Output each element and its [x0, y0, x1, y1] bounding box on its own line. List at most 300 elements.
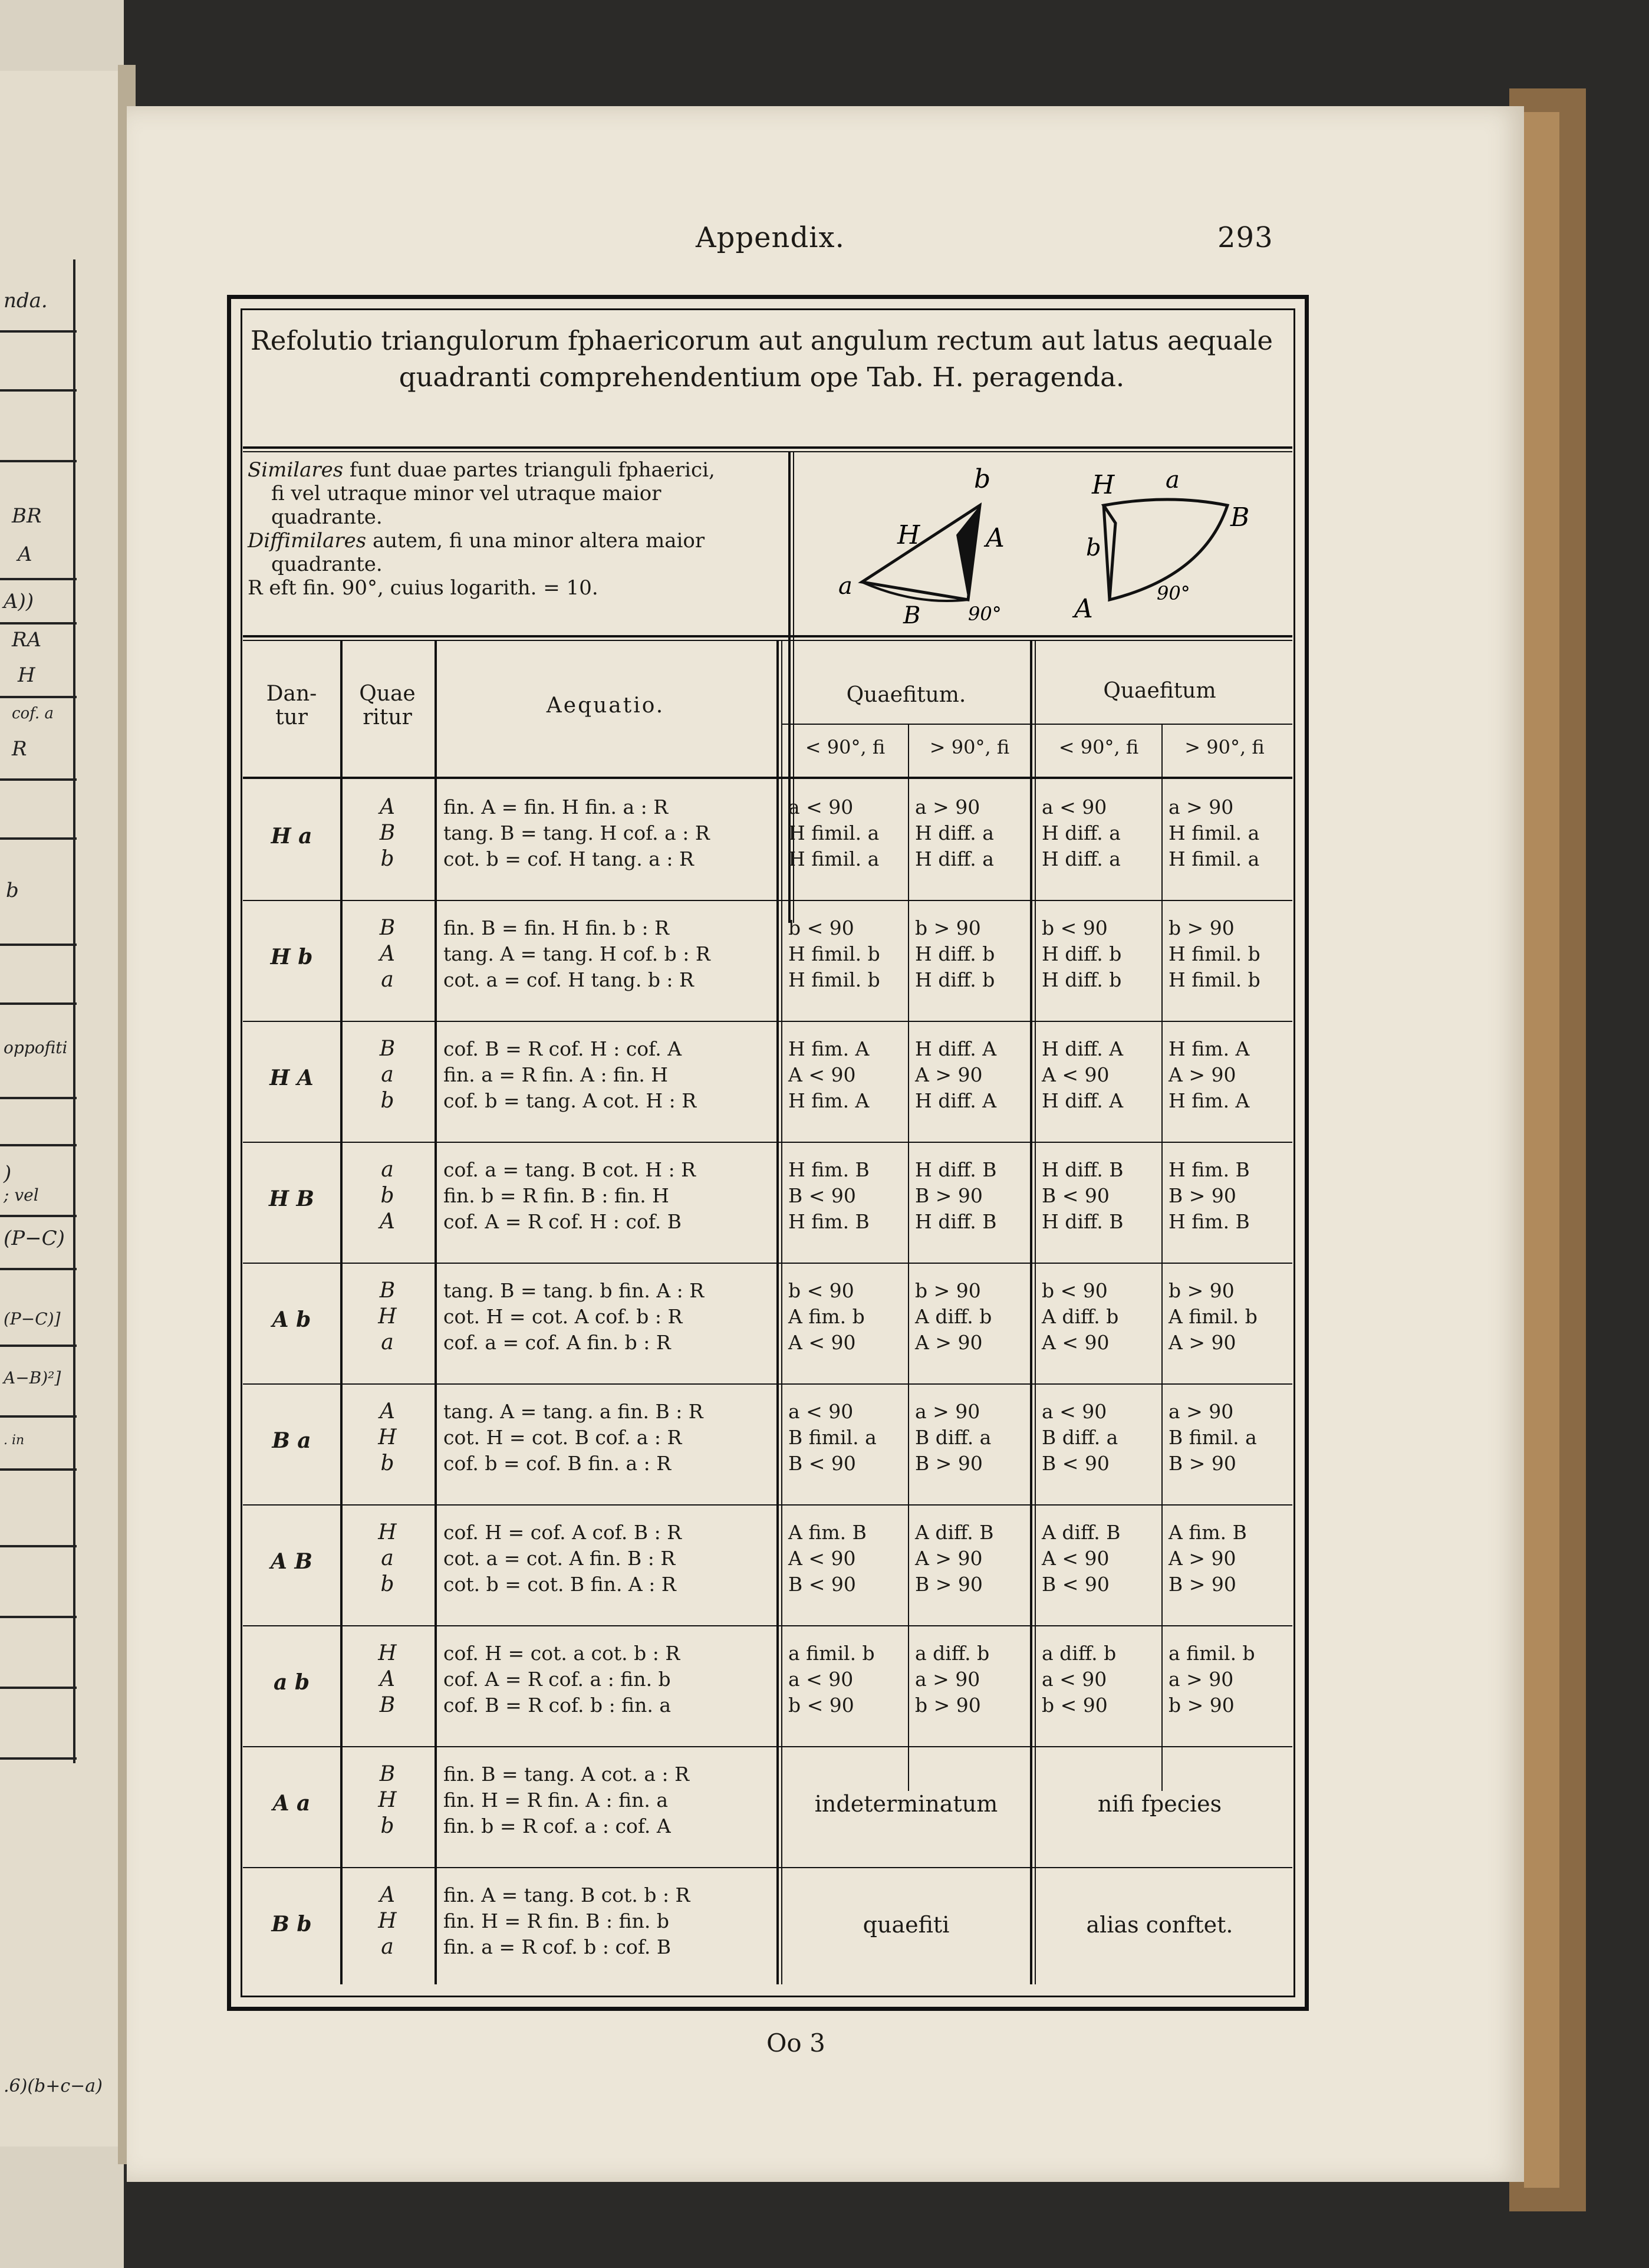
row-condition-c3: [1042, 915, 1160, 993]
condition-line: a > 90: [1169, 796, 1234, 819]
title-line-2: quadranti comprehendentium ope Tab. H. peragenda.: [399, 361, 1125, 393]
triangle-figure-2: [1051, 458, 1286, 629]
condition-line: A diff. b: [1042, 1305, 1119, 1328]
left-page-rule: [0, 622, 77, 624]
condition-line: a > 90: [915, 796, 980, 819]
condition-line: B < 90: [788, 1452, 856, 1475]
condition-line: B fimil. a: [788, 1426, 877, 1449]
row-condition-c2: [915, 1641, 1027, 1718]
row-condition-c2: [915, 1399, 1027, 1477]
condition-line: A < 90: [788, 1547, 856, 1570]
left-page-text: .6)(b+c−a): [4, 2076, 103, 2096]
condition-line: a > 90: [1169, 1400, 1234, 1423]
note-text: fi vel utraque minor vel utraque maior: [271, 482, 661, 505]
row-divider: [243, 1746, 1292, 1747]
condition-line: H diff. b: [915, 942, 995, 965]
left-page-rule: [0, 1002, 77, 1005]
equation-line: fin. H = R fin. B : fin. b: [443, 1909, 669, 1932]
condition-line: A < 90: [1042, 1331, 1110, 1354]
fig1-label-A: A: [986, 523, 1005, 553]
quaeritur-letter: B: [379, 916, 396, 940]
rule: [781, 640, 782, 1984]
condition-line: H diff. b: [1042, 968, 1122, 991]
condition-line: H diff. b: [915, 968, 995, 991]
quaeritur-letter: A: [380, 1667, 395, 1691]
header-quaeritur: [340, 682, 435, 729]
signature-mark: Oo 3: [766, 2029, 825, 2057]
condition-line: H diff. a: [1042, 847, 1121, 870]
equation-line: tang. A = tang. a fin. B : R: [443, 1400, 703, 1423]
condition-line: B < 90: [1042, 1184, 1110, 1207]
left-page-rule: [0, 1215, 77, 1217]
fig2-label-B: B: [1230, 502, 1250, 533]
condition-line: H diff. a: [1042, 821, 1121, 844]
quaeritur-letter: H: [378, 1788, 397, 1812]
left-page-text: b: [6, 879, 19, 902]
note-text: R eft fin. 90°, cuius logarith. = 10.: [248, 576, 598, 600]
subheader-gt90-2: > 90°, fi: [1184, 736, 1265, 758]
row-condition-c4: [1169, 1399, 1283, 1477]
condition-line: B > 90: [915, 1573, 983, 1596]
left-page-rule: [0, 1468, 77, 1471]
row-quaeritur: [340, 1278, 435, 1356]
note-text: funt duae partes trianguli fphaerici,: [343, 458, 715, 482]
condition-line: H fim. A: [1169, 1037, 1250, 1060]
left-page-text: ; vel: [4, 1185, 39, 1205]
fig1-label-a: a: [838, 573, 853, 600]
row-condition-c4: [1169, 1278, 1283, 1356]
quaeritur-letter: A: [380, 942, 395, 966]
quaeritur-letter: b: [380, 1572, 394, 1596]
left-page-rule: [0, 778, 77, 781]
condition-line: A > 90: [1169, 1547, 1236, 1570]
left-page-rule: [0, 460, 77, 462]
quaeritur-letter: H: [378, 1520, 397, 1544]
row-merged-left: indeterminatum: [814, 1791, 998, 1817]
left-page-rule: [0, 837, 77, 840]
row-condition-c4: [1169, 794, 1283, 872]
left-page-text: (P−C): [4, 1227, 65, 1250]
condition-line: b < 90: [788, 916, 854, 939]
row-divider: [243, 900, 1292, 901]
row-condition-c2: [915, 1278, 1027, 1356]
condition-line: a < 90: [788, 796, 854, 819]
condition-line: a fimil. b: [788, 1642, 875, 1665]
quaeritur-letter: B: [379, 1762, 396, 1786]
condition-line: a < 90: [1042, 796, 1107, 819]
equation-line: cot. a = cot. A fin. B : R: [443, 1547, 676, 1570]
condition-line: B > 90: [1169, 1184, 1236, 1207]
condition-line: H fim. B: [788, 1158, 870, 1181]
condition-line: A > 90: [915, 1547, 983, 1570]
equation-line: cof. H = cof. A cof. B : R: [443, 1521, 682, 1544]
condition-line: b > 90: [1169, 916, 1235, 939]
fig2-label-a: a: [1166, 466, 1180, 494]
left-page-rule: [0, 389, 77, 392]
equation-line: cof. B = R cof. b : fin. a: [443, 1694, 672, 1717]
left-page-rule: [0, 1097, 77, 1099]
condition-line: b < 90: [1042, 1279, 1108, 1302]
rule: [243, 446, 1292, 449]
condition-line: a > 90: [1169, 1668, 1234, 1691]
header-aequatio: Aequatio.: [546, 693, 665, 718]
quaeritur-letter: B: [379, 1693, 396, 1717]
rule: [243, 451, 1292, 452]
quaeritur-letter: B: [379, 821, 396, 845]
left-page-rule: [0, 1757, 77, 1760]
row-condition-c4: [1169, 1036, 1283, 1114]
condition-line: H fim. B: [788, 1210, 870, 1233]
left-page-fragment: [0, 71, 121, 2147]
condition-line: b > 90: [915, 1694, 981, 1717]
fig1-label-H: H: [897, 520, 920, 550]
condition-line: H fimil. a: [1169, 821, 1260, 844]
left-page-text: oppofiti: [4, 1038, 68, 1057]
fig2-label-H: H: [1092, 470, 1115, 500]
condition-line: a > 90: [915, 1400, 980, 1423]
equation-line: fin. A = fin. H fin. a : R: [443, 796, 669, 819]
rule: [243, 640, 1292, 641]
condition-line: H diff. b: [1042, 942, 1122, 965]
condition-line: H fim. B: [1169, 1158, 1250, 1181]
condition-line: H fimil. b: [1169, 942, 1260, 965]
condition-line: A > 90: [915, 1063, 983, 1086]
quaeritur-letter: H: [378, 1304, 397, 1329]
condition-line: B diff. a: [1042, 1426, 1118, 1449]
condition-line: H fim. A: [788, 1089, 870, 1112]
row-condition-c3: [1042, 1036, 1160, 1114]
condition-line: A fimil. b: [1169, 1305, 1258, 1328]
condition-line: H diff. a: [915, 821, 994, 844]
row-condition-c1: [788, 1399, 906, 1477]
row-condition-c1: [788, 915, 906, 993]
equation-line: cot. H = cot. B cof. a : R: [443, 1426, 682, 1449]
condition-line: A fim. B: [1169, 1521, 1247, 1544]
row-dantur: B b: [271, 1912, 312, 1937]
condition-line: b < 90: [788, 1694, 854, 1717]
condition-line: B > 90: [1169, 1452, 1236, 1475]
equation-line: fin. a = R fin. A : fin. H: [443, 1063, 669, 1086]
row-condition-c3: [1042, 794, 1160, 872]
equation-line: cot. b = cof. H tang. a : R: [443, 847, 694, 870]
header-dantur-line: Dan-: [266, 682, 317, 706]
note-block: [248, 458, 778, 600]
row-condition-c2: [915, 915, 1027, 993]
triangle-2-side: [1104, 505, 1110, 600]
row-divider: [243, 1263, 1292, 1264]
row-quaeritur: [340, 915, 435, 993]
header-dantur: [243, 682, 340, 729]
condition-line: H fim. A: [1169, 1089, 1250, 1112]
equation-line: cof. H = cot. a cot. b : R: [443, 1642, 680, 1665]
row-dantur: A b: [272, 1307, 311, 1332]
row-condition-c2: [915, 794, 1027, 872]
quaeritur-letter: a: [381, 1330, 394, 1355]
left-page-rule: [0, 1144, 77, 1146]
row-aequatio: [443, 1761, 776, 1839]
equation-line: cof. B = R cof. H : cof. A: [443, 1037, 682, 1060]
equation-line: tang. B = tang. b fin. A : R: [443, 1279, 705, 1302]
quaeritur-letter: H: [378, 1909, 397, 1933]
condition-line: B > 90: [915, 1184, 983, 1207]
left-page-rule: [0, 1687, 77, 1689]
left-page-rule: [0, 1616, 77, 1618]
row-condition-c3: [1042, 1641, 1160, 1718]
row-quaeritur: [340, 1641, 435, 1718]
condition-line: B > 90: [1169, 1573, 1236, 1596]
row-condition-c3: [1042, 1157, 1160, 1235]
condition-line: H diff. B: [915, 1210, 997, 1233]
condition-line: b > 90: [1169, 1694, 1235, 1717]
quaeritur-letter: a: [381, 968, 394, 992]
row-quaeritur: [340, 1036, 435, 1114]
equation-line: tang. B = tang. H cof. a : R: [443, 821, 710, 844]
row-divider: [243, 1142, 1292, 1143]
condition-line: a < 90: [1042, 1668, 1107, 1691]
left-page-text: nda.: [4, 289, 48, 313]
rule: [1030, 640, 1032, 1984]
row-dantur: A B: [271, 1549, 312, 1574]
row-aequatio: [443, 794, 776, 872]
left-page-text: R: [12, 737, 27, 761]
rule: [782, 724, 1292, 725]
row-divider: [243, 1504, 1292, 1506]
condition-line: H fimil. b: [1169, 968, 1260, 991]
quaeritur-letter: H: [378, 1425, 397, 1449]
condition-line: H diff. a: [915, 847, 994, 870]
quaeritur-letter: H: [378, 1641, 397, 1665]
row-dantur: H A: [269, 1066, 314, 1090]
equation-line: cof. A = R cof. a : fin. b: [443, 1668, 671, 1691]
condition-line: b < 90: [788, 1279, 854, 1302]
quaeritur-letter: a: [381, 1158, 394, 1182]
row-quaeritur: [340, 794, 435, 872]
header-dantur-line: tur: [275, 705, 308, 729]
note-dissimilares: Diffimilares: [248, 529, 367, 553]
row-dantur: B a: [272, 1428, 311, 1453]
quaeritur-letter: b: [380, 1089, 394, 1113]
equation-line: cof. a = tang. B cot. H : R: [443, 1158, 696, 1181]
row-condition-c2: [915, 1036, 1027, 1114]
row-quaeritur: [340, 1520, 435, 1598]
left-page-text: BR: [12, 504, 42, 528]
row-divider: [243, 1383, 1292, 1385]
quaeritur-letter: b: [380, 1451, 394, 1475]
condition-line: B > 90: [915, 1452, 983, 1475]
row-aequatio: [443, 1641, 776, 1718]
condition-line: a diff. b: [915, 1642, 990, 1665]
condition-line: B diff. a: [915, 1426, 992, 1449]
row-merged-right: nifi fpecies: [1097, 1791, 1222, 1817]
condition-line: A > 90: [1169, 1063, 1236, 1086]
row-divider: [243, 1625, 1292, 1626]
header-quaesitum-1: Quaefitum.: [846, 683, 966, 707]
condition-line: H fim. B: [1169, 1210, 1250, 1233]
row-condition-c2: [915, 1520, 1027, 1598]
table-title: [243, 323, 1281, 396]
triangle-figure-1: [809, 464, 1056, 629]
condition-line: H fimil. a: [1169, 847, 1260, 870]
condition-line: B < 90: [1042, 1573, 1110, 1596]
equation-line: cof. a = cof. A fin. b : R: [443, 1331, 671, 1354]
condition-line: H diff. A: [915, 1089, 997, 1112]
row-condition-c4: [1169, 1641, 1283, 1718]
condition-line: a < 90: [1042, 1400, 1107, 1423]
note-text: autem, fi una minor altera maior: [366, 529, 705, 553]
condition-line: H fimil. b: [788, 968, 880, 991]
equation-line: fin. a = R cof. b : cof. B: [443, 1935, 672, 1958]
row-condition-c3: [1042, 1399, 1160, 1477]
row-condition-c1: [788, 1036, 906, 1114]
row-quaeritur: [340, 1882, 435, 1960]
condition-line: H diff. B: [915, 1158, 997, 1181]
left-page-rule: [0, 1545, 77, 1547]
fig1-label-b: b: [974, 464, 991, 494]
condition-line: B < 90: [788, 1184, 856, 1207]
page-number: 293: [1217, 221, 1273, 254]
rule: [435, 640, 437, 1984]
left-page-text: A−B)²]: [4, 1368, 61, 1388]
quaeritur-letter: a: [381, 1063, 394, 1087]
row-divider: [243, 1867, 1292, 1868]
quaeritur-letter: b: [380, 847, 394, 871]
left-page-rule: [0, 330, 77, 333]
condition-line: A diff. B: [1042, 1521, 1121, 1544]
row-aequatio: [443, 1882, 776, 1960]
condition-line: a fimil. b: [1169, 1642, 1255, 1665]
left-page-text: (P−C)]: [4, 1309, 61, 1329]
condition-line: b < 90: [1042, 916, 1108, 939]
fig2-label-angle: 90°: [1157, 582, 1190, 604]
fig1-label-B: B: [903, 602, 921, 629]
equation-line: cot. H = cot. A cof. b : R: [443, 1305, 683, 1328]
condition-line: a < 90: [788, 1668, 854, 1691]
condition-line: a diff. b: [1042, 1642, 1117, 1665]
row-dantur: A a: [272, 1791, 311, 1816]
condition-line: A < 90: [1042, 1547, 1110, 1570]
condition-line: B fimil. a: [1169, 1426, 1257, 1449]
row-merged-right: alias conftet.: [1086, 1912, 1233, 1938]
row-condition-c1: [788, 1278, 906, 1356]
rule: [1161, 724, 1163, 1791]
header-quaesitum-2: Quaefitum: [1103, 679, 1216, 703]
row-condition-c2: [915, 1157, 1027, 1235]
fig2-label-b: b: [1086, 534, 1101, 561]
subheader-lt90-1: < 90°, fi: [805, 736, 886, 758]
left-page-rule: [0, 944, 77, 946]
left-page-text: . in: [4, 1433, 25, 1448]
title-line-1: Refolutio triangulorum fphaericorum aut angulum rectum aut latus aequale: [250, 325, 1273, 356]
condition-line: a > 90: [915, 1668, 980, 1691]
note-text: quadrante.: [271, 553, 383, 576]
condition-line: b < 90: [1042, 1694, 1108, 1717]
row-dantur: H a: [271, 824, 312, 849]
condition-line: A fim. B: [788, 1521, 867, 1544]
condition-line: a < 90: [788, 1400, 854, 1423]
row-condition-c1: [788, 794, 906, 872]
row-aequatio: [443, 1278, 776, 1356]
condition-line: H fimil. a: [788, 847, 880, 870]
equation-line: cof. b = tang. A cot. H : R: [443, 1089, 697, 1112]
condition-line: A > 90: [1169, 1331, 1236, 1354]
condition-line: H diff. A: [1042, 1037, 1124, 1060]
subheader-gt90-1: > 90°, fi: [929, 736, 1010, 758]
left-page-text: ): [4, 1162, 12, 1185]
header-quaeritur-line: Quae: [359, 682, 416, 706]
condition-line: H fim. A: [788, 1037, 870, 1060]
condition-line: A diff. B: [915, 1521, 994, 1544]
condition-line: b > 90: [915, 1279, 981, 1302]
condition-line: H diff. B: [1042, 1210, 1124, 1233]
quaeritur-letter: B: [379, 1278, 396, 1303]
condition-line: H diff. B: [1042, 1158, 1124, 1181]
equation-line: cot. a = cof. H tang. b : R: [443, 968, 694, 991]
equation-line: fin. B = fin. H fin. b : R: [443, 916, 669, 939]
condition-line: H diff. A: [915, 1037, 997, 1060]
rule: [1035, 640, 1036, 1984]
condition-line: b > 90: [1169, 1279, 1235, 1302]
row-condition-c3: [1042, 1278, 1160, 1356]
quaeritur-letter: b: [380, 1184, 394, 1208]
note-similares: Similares: [248, 458, 344, 482]
condition-line: A > 90: [915, 1331, 983, 1354]
fig1-label-angle: 90°: [968, 603, 1002, 625]
equation-line: fin. b = R cof. a : cof. A: [443, 1815, 671, 1838]
quaeritur-letter: A: [380, 1399, 395, 1424]
header-quaeritur-line: ritur: [363, 705, 412, 729]
rule: [776, 640, 779, 1984]
book-edge: [1524, 112, 1559, 2188]
quaeritur-letter: B: [379, 1037, 396, 1061]
left-page-rule: [0, 578, 77, 580]
row-aequatio: [443, 1520, 776, 1598]
row-condition-c4: [1169, 1520, 1283, 1598]
equation-line: cof. b = cof. B fin. a : R: [443, 1452, 672, 1475]
row-quaeritur: [340, 1399, 435, 1477]
equation-line: cot. b = cot. B fin. A : R: [443, 1573, 676, 1596]
subheader-lt90-2: < 90°, fi: [1058, 736, 1139, 758]
quaeritur-letter: b: [380, 1814, 394, 1838]
left-page-text: H: [18, 663, 35, 687]
condition-line: H diff. A: [1042, 1089, 1124, 1112]
row-condition-c1: [788, 1641, 906, 1718]
condition-line: H fimil. b: [788, 942, 880, 965]
condition-line: B < 90: [788, 1573, 856, 1596]
row-condition-c1: [788, 1157, 906, 1235]
row-quaeritur: [340, 1157, 435, 1235]
rule: [908, 724, 909, 1791]
equation-line: fin. H = R fin. A : fin. a: [443, 1789, 669, 1812]
row-condition-c1: [788, 1520, 906, 1598]
rule: [243, 777, 1292, 779]
equation-line: tang. A = tang. H cof. b : R: [443, 942, 710, 965]
left-page-rule: [0, 696, 77, 698]
quaeritur-letter: A: [380, 1209, 395, 1234]
condition-line: A < 90: [788, 1063, 856, 1086]
quaeritur-letter: A: [380, 795, 395, 819]
condition-line: A fim. b: [788, 1305, 865, 1328]
left-page-rule: [0, 1345, 77, 1347]
running-head: Appendix.: [696, 221, 845, 254]
row-aequatio: [443, 915, 776, 993]
quaeritur-letter: a: [381, 1935, 394, 1959]
row-condition-c3: [1042, 1520, 1160, 1598]
left-page-text: A: [18, 543, 32, 566]
row-dantur: H b: [270, 945, 313, 969]
equation-line: fin. B = tang. A cot. a : R: [443, 1763, 689, 1786]
row-merged-left: quaefiti: [863, 1912, 950, 1938]
left-page-text: A)): [4, 590, 34, 613]
